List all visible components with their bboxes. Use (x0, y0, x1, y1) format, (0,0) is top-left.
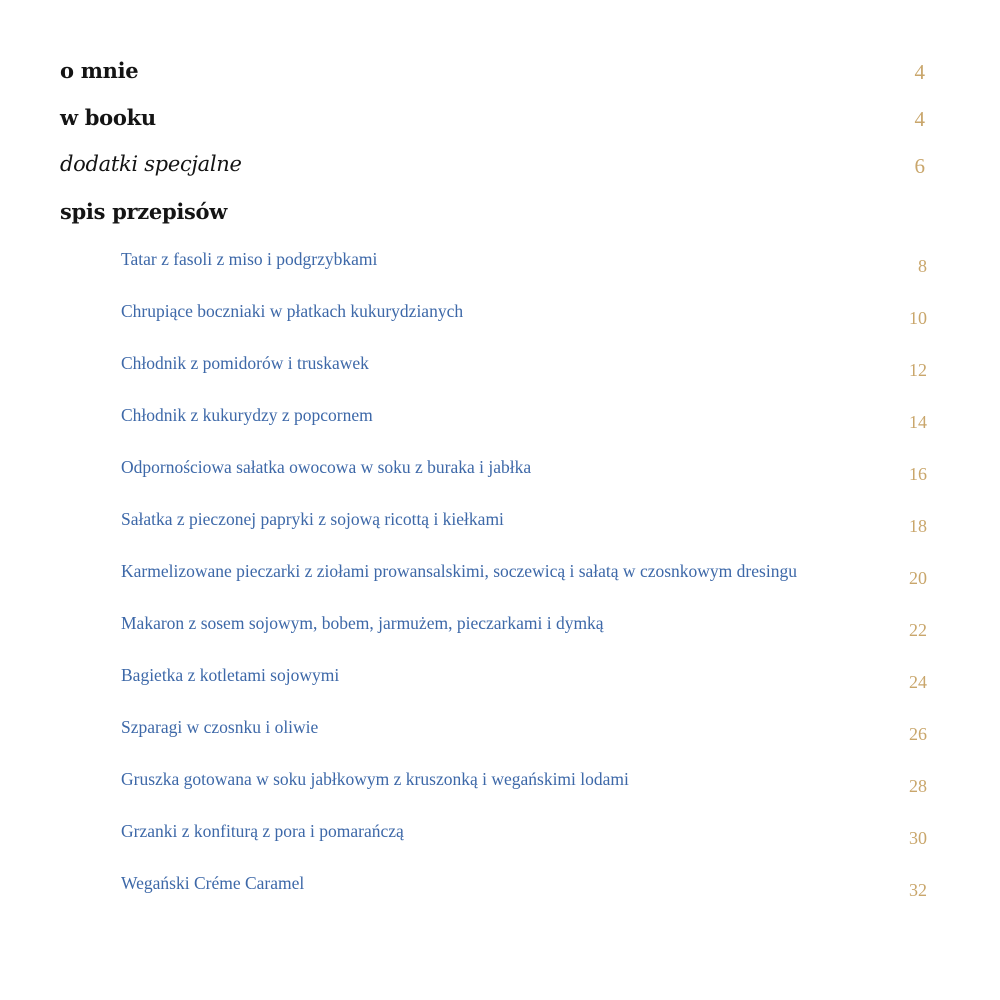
recipe-entry[interactable] (121, 769, 927, 809)
recipe-entry[interactable] (121, 665, 927, 705)
toc-section-title: o mnie (60, 58, 139, 83)
recipe-link[interactable]: Bagietka z kotletami sojowymi (121, 665, 340, 685)
recipe-entry[interactable] (121, 509, 927, 549)
recipe-entry[interactable] (121, 821, 927, 861)
toc-section-title: dodatki specjalne (60, 152, 242, 176)
toc-page-number: 4 (914, 60, 925, 84)
recipe-entry[interactable] (121, 561, 927, 601)
recipe-entry[interactable] (121, 613, 927, 653)
recipe-page-number: 28 (909, 776, 927, 796)
recipe-entry[interactable] (121, 873, 927, 913)
recipe-page-number: 8 (918, 256, 927, 276)
recipe-link[interactable]: Tatar z fasoli z miso i podgrzybkami (121, 249, 378, 269)
recipe-page-number: 30 (909, 828, 927, 848)
recipe-page-number: 16 (909, 464, 927, 484)
toc-entry-about-me[interactable] (60, 58, 925, 94)
toc-page-number: 6 (914, 154, 925, 178)
recipe-page-number: 26 (909, 724, 927, 744)
toc-entry-recipe-list (60, 199, 925, 235)
recipe-page-number: 14 (909, 412, 927, 432)
toc-entry-special-extras[interactable] (60, 152, 925, 188)
recipe-entry[interactable] (121, 717, 927, 757)
recipe-link[interactable]: Sałatka z pieczonej papryki z sojową ricottą i kiełkami (121, 509, 504, 529)
recipe-entry[interactable] (121, 353, 927, 393)
recipe-page-number: 12 (909, 360, 927, 380)
toc-page-number: 4 (914, 107, 925, 131)
recipe-link[interactable]: Chłodnik z kukurydzy z popcornem (121, 405, 373, 425)
recipe-entry[interactable] (121, 405, 927, 445)
recipe-page-number: 22 (909, 620, 927, 640)
recipe-link[interactable]: Szparagi w czosnku i oliwie (121, 717, 319, 737)
recipe-link[interactable]: Gruszka gotowana w soku jabłkowym z kruszonką i wegańskimi lodami (121, 769, 629, 789)
recipe-link[interactable]: Grzanki z konfiturą z pora i pomarańczą (121, 821, 404, 841)
recipe-page-number: 20 (909, 568, 927, 588)
recipe-link[interactable]: Chłodnik z pomidorów i truskawek (121, 353, 369, 373)
recipe-page-number: 24 (909, 672, 927, 692)
recipe-link[interactable]: Makaron z sosem sojowym, bobem, jarmużem, pieczarkami i dymką (121, 613, 604, 633)
toc-section-title: w booku (60, 105, 156, 130)
recipe-page-number: 32 (909, 880, 927, 900)
recipe-link[interactable]: Odpornościowa sałatka owocowa w soku z buraka i jabłka (121, 457, 532, 477)
recipe-entry[interactable] (121, 457, 927, 497)
toc-section-title: spis przepisów (60, 199, 228, 224)
recipe-entry[interactable] (121, 249, 927, 289)
recipe-entry[interactable] (121, 301, 927, 341)
toc-entry-in-book[interactable] (60, 105, 925, 141)
recipe-link[interactable]: Chrupiące boczniaki w płatkach kukurydzianych (121, 301, 464, 321)
recipe-link[interactable]: Wegański Créme Caramel (121, 873, 305, 893)
recipe-page-number: 10 (909, 308, 927, 328)
recipe-link[interactable]: Karmelizowane pieczarki z ziołami prowansalskimi, soczewicą i sałatą w czosnkowym dresingu (121, 561, 797, 581)
recipe-page-number: 18 (909, 516, 927, 536)
